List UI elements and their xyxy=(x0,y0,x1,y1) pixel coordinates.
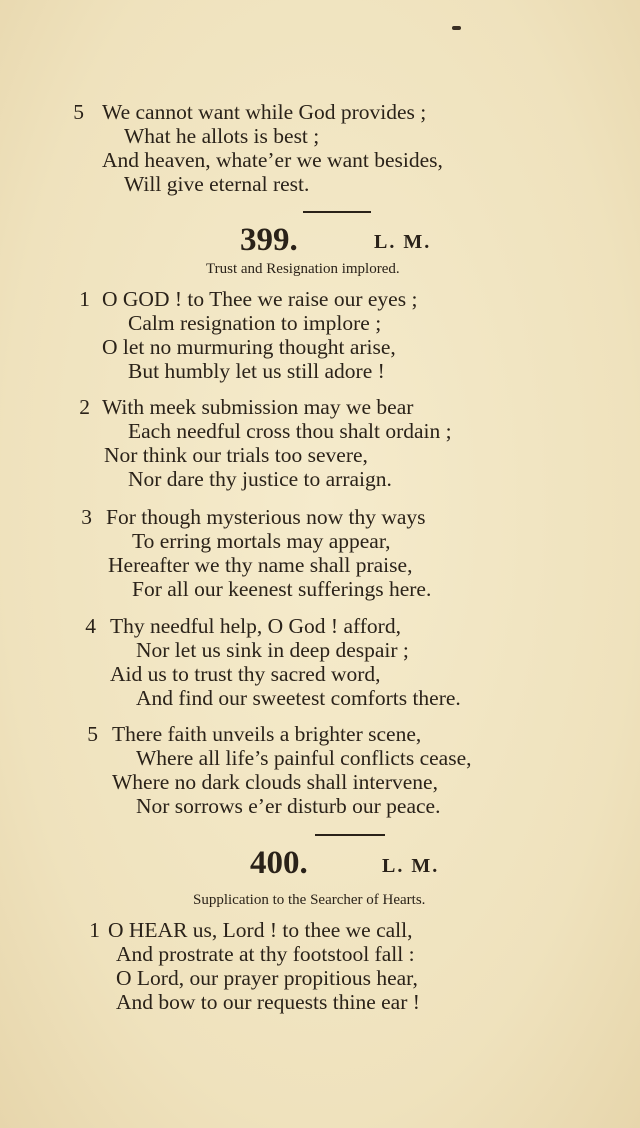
verse-3 xyxy=(80,505,431,601)
hymn-subtitle: Trust and Resignation implored. xyxy=(206,261,400,277)
verse-2 xyxy=(80,395,452,491)
verse-line: Nor dare thy justice to arraign. xyxy=(128,467,392,491)
verse-number: 3 xyxy=(81,505,92,529)
page-mark xyxy=(452,26,461,30)
verse-line: Where all life’s painful conflicts cease, xyxy=(136,746,472,770)
verse-line: Nor let us sink in deep despair ; xyxy=(136,638,409,662)
hymn-number: 400. xyxy=(250,845,308,881)
verse-5 xyxy=(80,722,472,818)
verse-number: 1 xyxy=(79,287,90,311)
verse-4 xyxy=(80,614,461,710)
verse-line: Hereafter we thy name shall praise, xyxy=(108,553,413,577)
hymn-subtitle: Supplication to the Searcher of Hearts. xyxy=(193,892,426,908)
verse-line: O let no murmuring thought arise, xyxy=(102,335,396,359)
verse-line: O HEAR us, Lord ! to thee we call, xyxy=(108,918,413,942)
verse-line: Aid us to trust thy sacred word, xyxy=(110,662,381,686)
section-rule xyxy=(315,834,385,836)
verse-line: To erring mortals may appear, xyxy=(132,529,391,553)
verse-line: What he allots is best ; xyxy=(124,124,320,148)
verse-line: For though mysterious now thy ways xyxy=(106,505,426,529)
verse-line: O Lord, our prayer propitious hear, xyxy=(116,966,418,990)
verse-line: But humbly let us still adore ! xyxy=(128,359,385,383)
verse-number: 2 xyxy=(79,395,90,419)
hymn-meter: L. M. xyxy=(382,855,440,877)
verse-continued xyxy=(72,100,443,196)
verse-line: For all our keenest sufferings here. xyxy=(132,577,432,601)
verse-number: 4 xyxy=(85,614,96,638)
verse-number: 5 xyxy=(73,100,84,124)
verse-line: And bow to our requests thine ear ! xyxy=(116,990,420,1014)
verse-line: With meek submission may we bear xyxy=(102,395,414,419)
verse-1 xyxy=(88,918,420,1014)
hymn-meter: L. M. xyxy=(374,231,432,253)
verse-1 xyxy=(80,287,417,383)
verse-line: Where no dark clouds shall intervene, xyxy=(112,770,438,794)
verse-line: There faith unveils a brighter scene, xyxy=(112,722,422,746)
verse-line: Nor sorrows e’er disturb our peace. xyxy=(136,794,441,818)
verse-line: Nor think our trials too severe, xyxy=(104,443,368,467)
verse-number: 5 xyxy=(87,722,98,746)
verse-line: O GOD ! to Thee we raise our eyes ; xyxy=(102,287,418,311)
hymn-number: 399. xyxy=(240,222,298,258)
verse-number: 1 xyxy=(89,918,100,942)
verse-line: Calm resignation to implore ; xyxy=(128,311,382,335)
verse-line: And prostrate at thy footstool fall : xyxy=(116,942,415,966)
verse-line: Each needful cross thou shalt ordain ; xyxy=(128,419,452,443)
verse-line: Thy needful help, O God ! afford, xyxy=(110,614,401,638)
verse-line: Will give eternal rest. xyxy=(124,172,310,196)
verse-line: And find our sweetest comforts there. xyxy=(136,686,461,710)
verse-line: We cannot want while God provides ; xyxy=(102,100,427,124)
verse-line: And heaven, whate’er we want besides, xyxy=(102,148,443,172)
section-rule xyxy=(303,211,371,213)
